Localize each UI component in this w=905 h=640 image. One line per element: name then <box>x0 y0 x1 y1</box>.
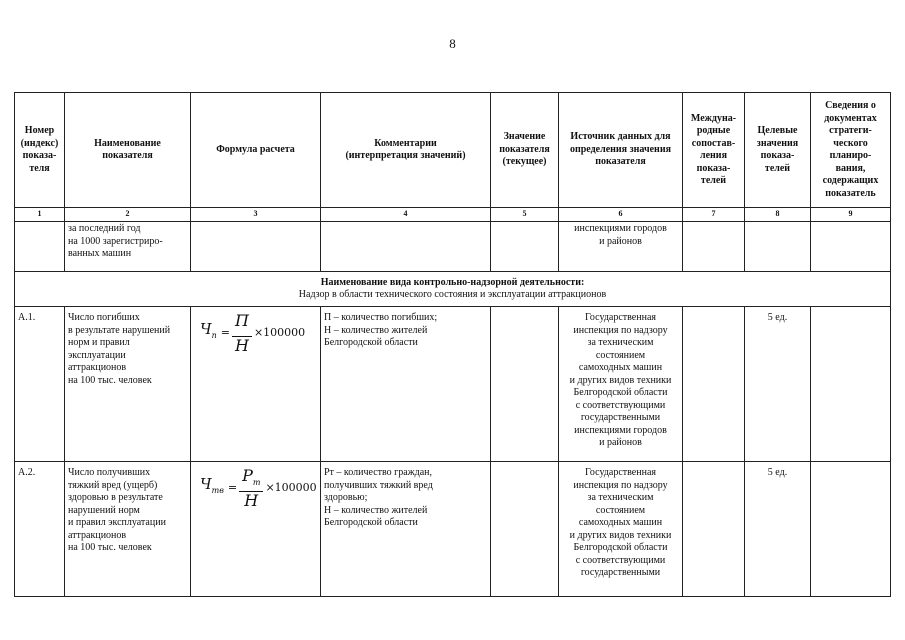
cell-formula <box>191 462 321 597</box>
cell-name: Число получивших тяжкий вред (ущерб) здоровью в результате нарушений норм и правил эксплуатации аттракционов на 100 тыс. человек <box>65 462 191 597</box>
cell-docs <box>811 222 891 272</box>
continuation-row <box>15 222 891 272</box>
formula-equals: = <box>220 325 230 339</box>
cell-docs <box>811 307 891 462</box>
formula-fraction <box>232 312 252 354</box>
column-number: 7 <box>683 208 745 222</box>
formula <box>194 467 317 509</box>
section-subtitle: Надзор в области технического состояния и эксплуатации аттракционов <box>298 289 607 300</box>
header-documents: Сведения о документах стратеги- ческого планиро- вания, содержащих показатель <box>811 93 891 208</box>
column-number: 4 <box>321 208 491 222</box>
cell-comment: Рт – количество граждан, получивших тяжкий вред здоровью; Н – количество жителей Белгородской области <box>321 462 491 597</box>
cell-name: Число погибших в результате нарушений норм и правил эксплуатации аттракционов на 100 тыс. человек <box>65 307 191 462</box>
cell-current <box>491 222 559 272</box>
formula-multiplier: ×100000 <box>253 325 306 339</box>
formula-denominator: Н <box>244 491 259 511</box>
column-number: 3 <box>191 208 321 222</box>
cell-current <box>491 462 559 597</box>
column-number: 2 <box>65 208 191 222</box>
header-data-source: Источник данных для определения значения показателя <box>559 93 683 208</box>
formula-numerator: П <box>232 312 252 337</box>
header-target: Целевые значения показа- телей <box>745 93 811 208</box>
header-international: Междуна- родные сопостав- ления показа- телей <box>683 93 745 208</box>
cell-current <box>491 307 559 462</box>
formula-equals: = <box>227 480 238 494</box>
formula <box>194 312 317 354</box>
header-row <box>15 93 891 208</box>
column-number: 6 <box>559 208 683 222</box>
section-cell <box>15 272 891 307</box>
cell-docs <box>811 462 891 597</box>
indicators-table <box>14 92 891 597</box>
cell-target <box>745 222 811 272</box>
formula-fraction <box>239 467 263 509</box>
cell-intl <box>683 307 745 462</box>
cell-formula <box>191 307 321 462</box>
header-formula: Формула расчета <box>191 93 321 208</box>
cell-intl <box>683 222 745 272</box>
formula-multiplier: ×100000 <box>265 480 317 494</box>
formula-lhs: $Ч_{тв}$ <box>200 475 224 496</box>
page-number: 8 <box>449 36 456 51</box>
cell-name: за последний год на 1000 зарегистриро- ванных машин <box>65 222 191 272</box>
header-index: Номер (индекс) показа- теля <box>15 93 65 208</box>
section-title: Наименование вида контрольно-надзорной деятельности: <box>320 276 585 288</box>
table-row <box>15 307 891 462</box>
cell-target: 5 ед. <box>745 307 811 462</box>
header-current-value: Значение показателя (текущее) <box>491 93 559 208</box>
cell-source: инспекциями городов и районов <box>559 222 683 272</box>
cell-source: Государственная инспекция по надзору за техническим состоянием самоходных машин и других видов техники Белгородской области с соответствующими государственными <box>559 462 683 597</box>
header-name: Наименование показателя <box>65 93 191 208</box>
cell-formula <box>191 222 321 272</box>
cell-intl <box>683 462 745 597</box>
cell-target: 5 ед. <box>745 462 811 597</box>
column-number: 1 <box>15 208 65 222</box>
header-comments: Комментарии (интерпретация значений) <box>321 93 491 208</box>
cell-comment <box>321 222 491 272</box>
cell-source: Государственная инспекция по надзору за техническим состоянием самоходных машин и других видов техники Белгородской области с соответствующими государственными инспекциями городов и районов <box>559 307 683 462</box>
column-number: 9 <box>811 208 891 222</box>
cell-comment: П – количество погибших; Н – количество жителей Белгородской области <box>321 307 491 462</box>
cell-index: А.1. <box>15 307 65 462</box>
formula-lhs: $Ч_п$ <box>200 320 217 341</box>
cell-index: А.2. <box>15 462 65 597</box>
formula-denominator: Н <box>234 336 249 356</box>
cell-index <box>15 222 65 272</box>
column-number: 8 <box>745 208 811 222</box>
column-number-row <box>15 208 891 222</box>
table-row <box>15 462 891 597</box>
column-number: 5 <box>491 208 559 222</box>
section-row <box>15 272 891 307</box>
formula-numerator: $Р_т$ <box>239 467 263 492</box>
